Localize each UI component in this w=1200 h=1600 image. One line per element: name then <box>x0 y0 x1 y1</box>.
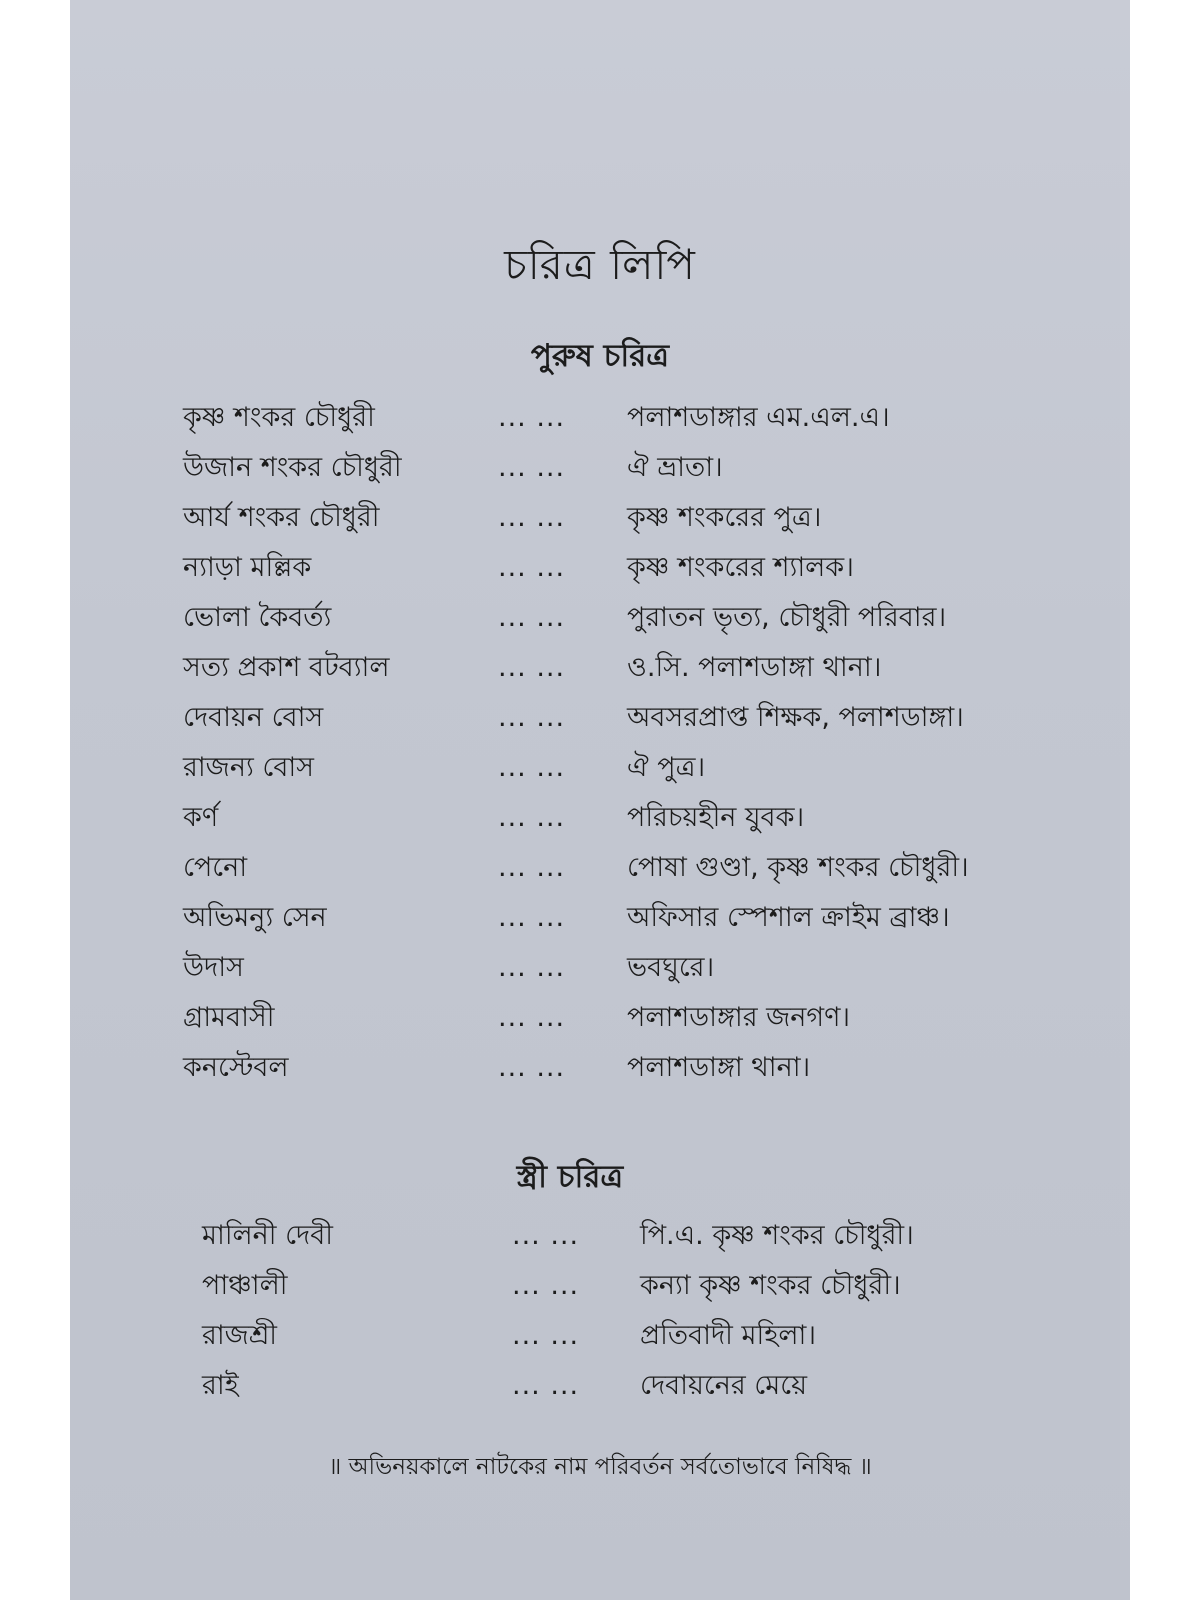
leader-dots: ... ... <box>498 552 566 583</box>
character-name: মালিনী দেবী <box>202 1220 333 1251</box>
character-description: কন্যা কৃষ্ণ শংকর চৌধুরী। <box>640 1270 901 1301</box>
character-row <box>70 1216 1130 1266</box>
character-description: ঐ পুত্র। <box>627 752 706 783</box>
female-characters-heading: স্ত্রী চরিত্র <box>516 1159 624 1195</box>
character-name: রাজশ্রী <box>202 1320 277 1351</box>
character-row <box>70 998 1130 1048</box>
leader-dots: ... ... <box>512 1220 580 1251</box>
page-title: চরিত্র লিপি <box>504 240 696 289</box>
character-description: অবসরপ্রাপ্ত শিক্ষক, পলাশডাঙ্গা। <box>627 702 964 733</box>
character-row <box>70 1316 1130 1366</box>
character-row <box>70 648 1130 698</box>
character-row <box>70 1048 1130 1098</box>
character-name: কনস্টেবল <box>183 1052 289 1083</box>
leader-dots: ... ... <box>512 1320 580 1351</box>
character-name: রাই <box>202 1370 239 1401</box>
leader-dots: ... ... <box>498 402 566 433</box>
character-description: দেবায়নের মেয়ে <box>640 1370 808 1401</box>
character-name: পাঞ্চালী <box>202 1270 288 1301</box>
character-description: ঐ ভ্রাতা। <box>627 452 723 483</box>
character-row <box>70 1266 1130 1316</box>
character-name: ভোলা কৈবর্ত্য <box>183 602 332 633</box>
leader-dots: ... ... <box>498 802 566 833</box>
character-description: কৃষ্ণ শংকরের শ্যালক। <box>627 552 854 583</box>
leader-dots: ... ... <box>498 452 566 483</box>
character-name: পেনো <box>183 852 248 883</box>
leader-dots: ... ... <box>498 852 566 883</box>
leader-dots: ... ... <box>512 1370 580 1401</box>
character-name: সত্য প্রকাশ বটব্যাল <box>183 652 390 683</box>
leader-dots: ... ... <box>498 1002 566 1033</box>
male-characters-list <box>70 398 1130 1098</box>
character-name: রাজন্য বোস <box>183 752 315 783</box>
character-row <box>70 748 1130 798</box>
character-description: পরিচয়হীন যুবক। <box>627 802 805 833</box>
male-characters-heading: পুরুষ চরিত্র <box>530 338 670 374</box>
character-description: ভবঘুরে। <box>627 952 715 983</box>
character-name: অভিমন্যু সেন <box>183 902 327 933</box>
character-description: প্রতিবাদী মহিলা। <box>640 1320 816 1351</box>
character-row <box>70 698 1130 748</box>
leader-dots: ... ... <box>498 1052 566 1083</box>
leader-dots: ... ... <box>498 952 566 983</box>
leader-dots: ... ... <box>498 502 566 533</box>
character-name: দেবায়ন বোস <box>183 702 324 733</box>
character-row <box>70 548 1130 598</box>
leader-dots: ... ... <box>498 902 566 933</box>
character-description: কৃষ্ণ শংকরের পুত্র। <box>627 502 822 533</box>
character-name: আর্য শংকর চৌধুরী <box>183 502 380 533</box>
character-row <box>70 448 1130 498</box>
character-name: উদাস <box>183 952 244 983</box>
character-row <box>70 1366 1130 1416</box>
character-description: ও.সি. পলাশডাঙ্গা থানা। <box>627 652 882 683</box>
character-row <box>70 898 1130 948</box>
character-row <box>70 948 1130 998</box>
character-name: উজান শংকর চৌধুরী <box>183 452 402 483</box>
character-description: অফিসার স্পেশাল ক্রাইম ব্রাঞ্চ। <box>627 902 950 933</box>
character-description: পলাশডাঙ্গার এম.এল.এ। <box>627 402 890 433</box>
character-row <box>70 798 1130 848</box>
leader-dots: ... ... <box>498 752 566 783</box>
female-characters-list <box>70 1216 1130 1416</box>
title-change-notice: ॥ অভিনয়কালে নাটকের নাম পরিবর্তন সর্বতোভাবে নিষিদ্ধ ॥ <box>328 1454 872 1480</box>
character-name: গ্রামবাসী <box>183 1002 275 1033</box>
character-row <box>70 598 1130 648</box>
leader-dots: ... ... <box>498 702 566 733</box>
character-name: কৃষ্ণ শংকর চৌধুরী <box>183 402 375 433</box>
leader-dots: ... ... <box>498 652 566 683</box>
character-row <box>70 498 1130 548</box>
character-description: পোষা গুণ্ডা, কৃষ্ণ শংকর চৌধুরী। <box>627 852 969 883</box>
character-row <box>70 398 1130 448</box>
character-row <box>70 848 1130 898</box>
leader-dots: ... ... <box>512 1270 580 1301</box>
character-name: কর্ণ <box>183 802 219 833</box>
character-description: পুরাতন ভৃত্য, চৌধুরী পরিবার। <box>627 602 947 633</box>
character-description: পলাশডাঙ্গা থানা। <box>627 1052 811 1083</box>
character-description: পি.এ. কৃষ্ণ শংকর চৌধুরী। <box>640 1220 914 1251</box>
character-name: ন্যাড়া মল্লিক <box>183 552 312 583</box>
character-description: পলাশডাঙ্গার জনগণ। <box>627 1002 851 1033</box>
book-page <box>70 0 1130 1600</box>
leader-dots: ... ... <box>498 602 566 633</box>
